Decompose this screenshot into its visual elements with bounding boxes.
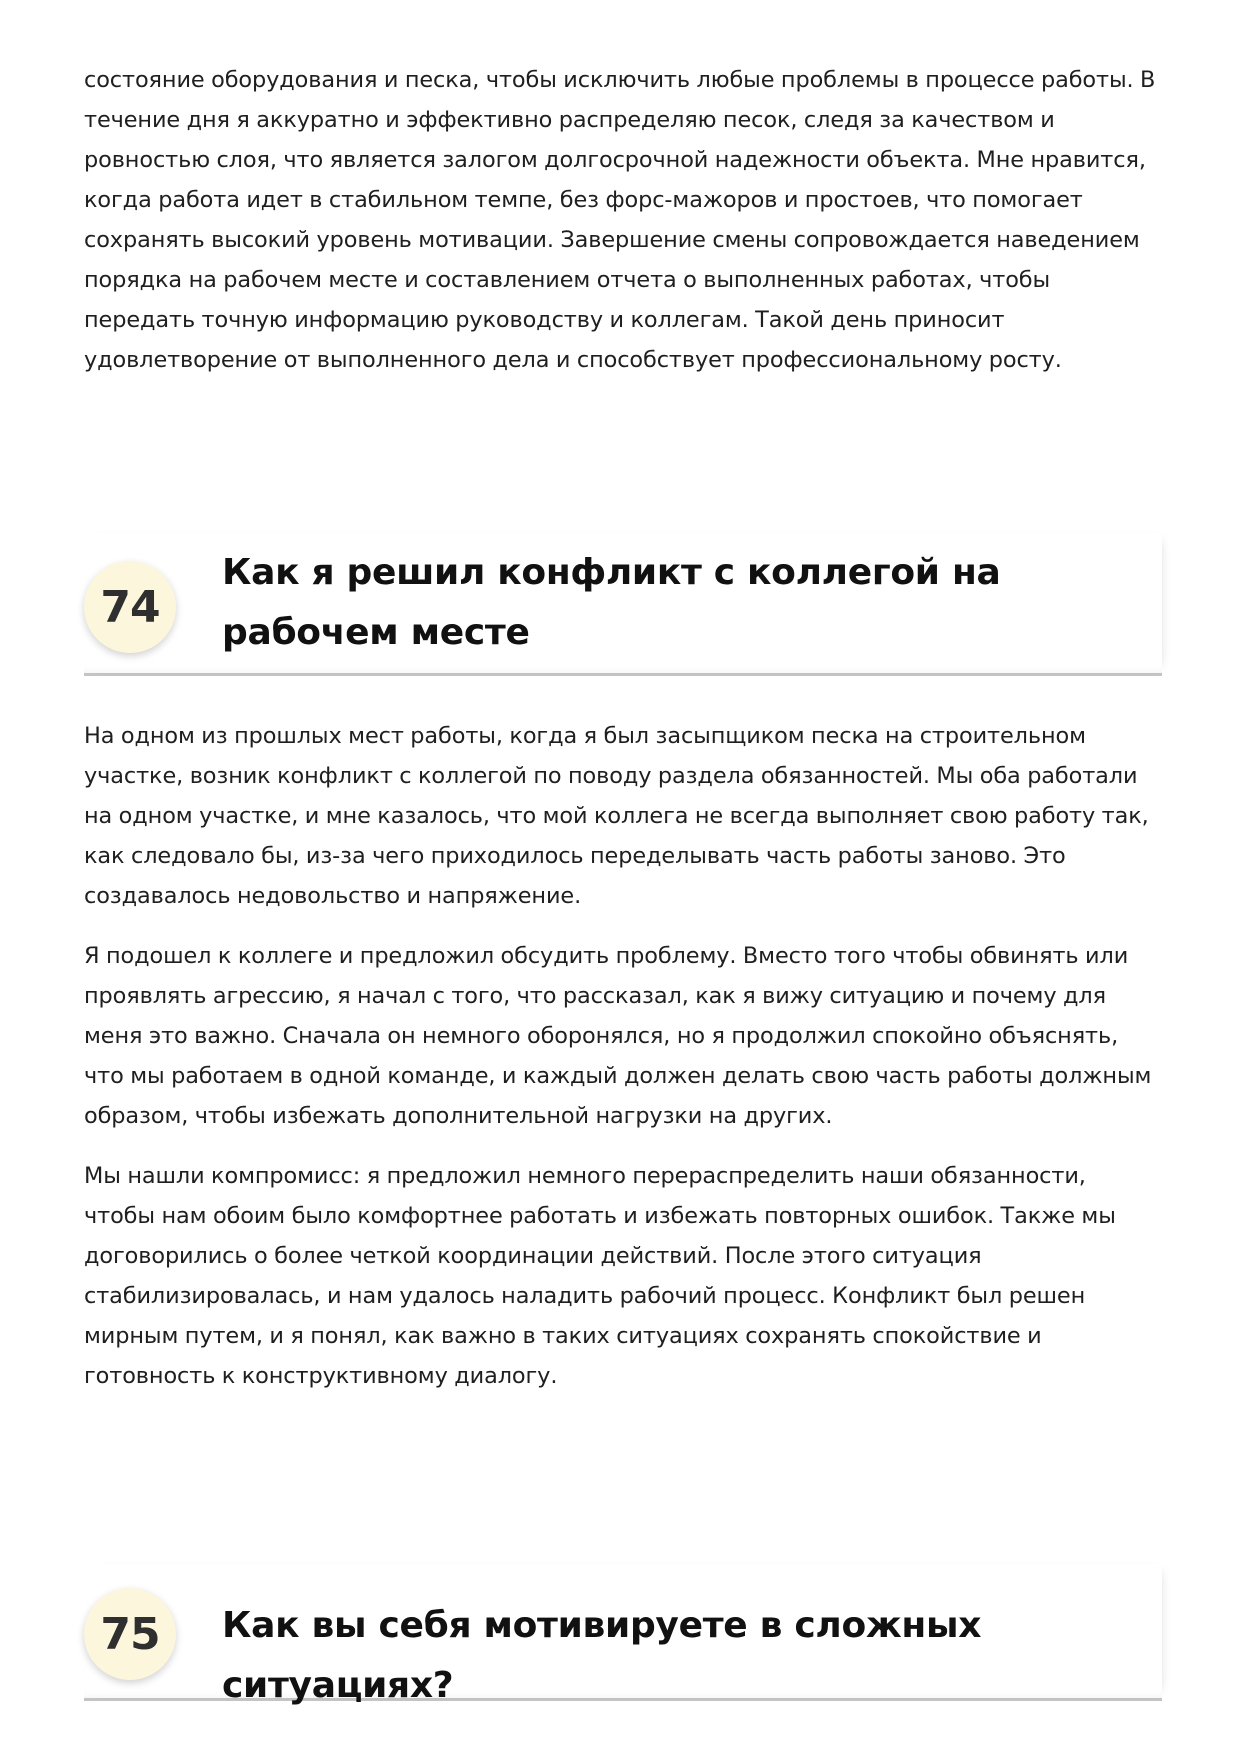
- question-title: Как я решил конфликт с коллегой на рабочем месте: [222, 552, 1001, 653]
- question-section-75: [84, 1564, 1162, 1706]
- question-header: [84, 1564, 1162, 1706]
- question-number-badge: 75: [84, 1588, 176, 1680]
- answer-body: [84, 716, 1162, 1396]
- question-title: Как вы себя мотивируете в сложных ситуациях?: [222, 1605, 982, 1706]
- answer-paragraph: На одном из прошлых мест работы, когда я был засыпщиком песка на строительном участке, возник конфликт с коллегой по поводу раздела обязанностей. Мы оба работали на одном участке, и мне казалось, что мой коллега не всегда выполняет свою работу так, как следовало бы, из-за чего приходилось переделывать часть работы заново. Это создавалось недовольство и напряжение.: [84, 723, 1149, 909]
- question-header: [84, 533, 1162, 676]
- question-number-badge: 74: [84, 561, 176, 653]
- answer-paragraph: Мы нашли компромисс: я предложил немного перераспределить наши обязанности, чтобы нам обоим было комфортнее работать и избежать повторных ошибок. Также мы договорились о более четкой координации действий. После этого ситуация стабилизировалась, и нам удалось наладить рабочий процесс. Конфликт был решен мирным путем, и я понял, как важно в таких ситуациях сохранять спокойствие и готовность к конструктивному диалогу.: [84, 1163, 1116, 1389]
- question-section-74: [84, 533, 1162, 1416]
- answer-paragraph: Я подошел к коллеге и предложил обсудить проблему. Вместо того чтобы обвинять или проявлять агрессию, я начал с того, что рассказал, как я вижу ситуацию и почему для меня это важно. Сначала он немного оборонялся, но я продолжил спокойно объяснять, что мы работаем в одной команде, и каждый должен делать свою часть работы должным образом, чтобы избежать дополнительной нагрузки на других.: [84, 943, 1152, 1129]
- intro-paragraph: состояние оборудования и песка, чтобы исключить любые проблемы в процессе работы. В течение дня я аккуратно и эффективно распределяю песок, следя за качеством и ровностью слоя, что является залогом долгосрочной надежности объекта. Мне нравится, когда работа идет в стабильном темпе, без форс-мажоров и простоев, что помогает сохранять высокий уровень мотивации. Завершение смены сопровождается наведением порядка на рабочем месте и составлением отчета о выполненных работах, чтобы передать точную информацию руководству и коллегам. Такой день приносит удовлетворение от выполненного дела и способствует профессиональному росту.: [84, 67, 1156, 373]
